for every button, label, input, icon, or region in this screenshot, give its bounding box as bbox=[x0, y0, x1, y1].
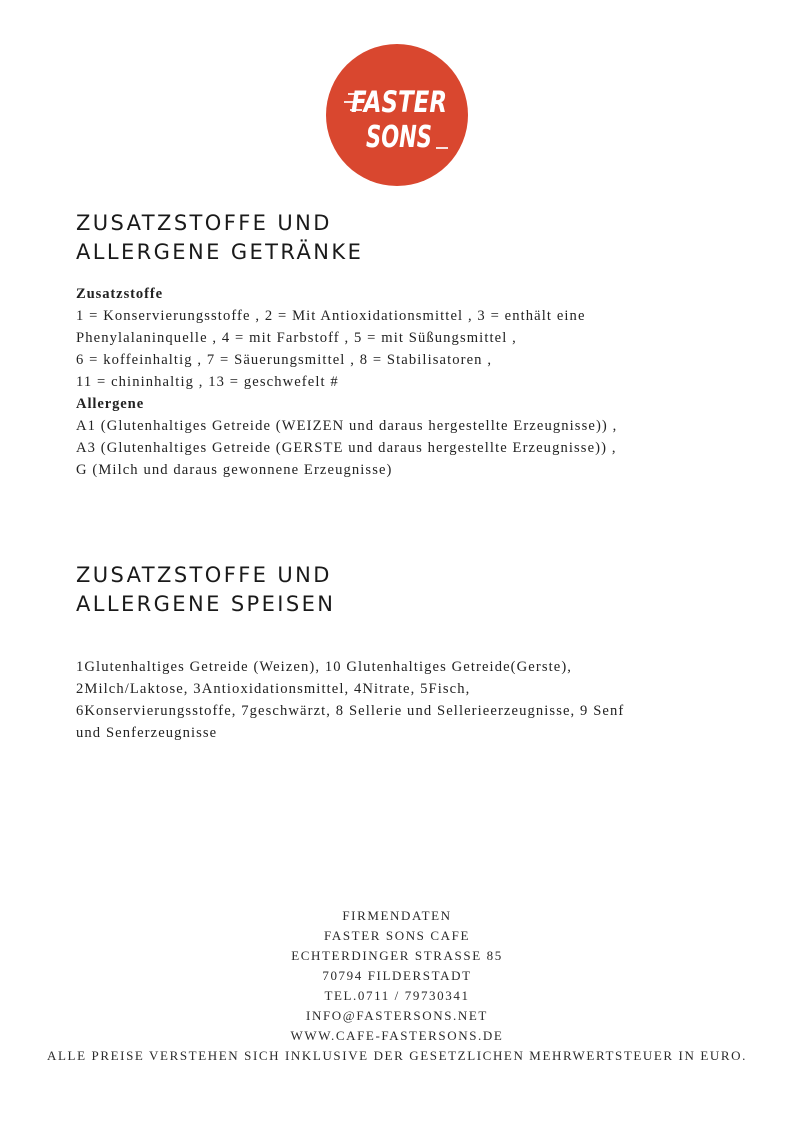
food-line: 6Konservierungsstoffe, 7geschwärzt, 8 Sellerie und Sellerieerzeugnisse, 9 Senf bbox=[76, 703, 625, 719]
footer-website: WWW.CAFE-FASTERSONS.DE bbox=[290, 1028, 504, 1043]
logo-text-line2: SONS bbox=[366, 120, 432, 155]
drinks-additives-allergens bbox=[76, 283, 736, 481]
food-additives-allergens bbox=[76, 656, 736, 744]
additives-title: Zusatzstoffe bbox=[76, 286, 163, 302]
food-line: 1Glutenhaltiges Getreide (Weizen), 10 Glutenhaltiges Getreide(Gerste), bbox=[76, 659, 573, 675]
additives-line: 11 = chininhaltig , 13 = geschwefelt # bbox=[76, 374, 339, 390]
footer-price-note: ALLE PREISE VERSTEHEN SICH INKLUSIVE DER GESETZLICHEN MEHRWERTSTEUER IN EURO. bbox=[47, 1048, 747, 1063]
footer-company-name: FASTER SONS CAFE bbox=[323, 928, 470, 943]
food-line: 2Milch/Laktose, 3Antioxidationsmittel, 4Nitrate, 5Fisch, bbox=[76, 681, 471, 697]
food-heading-line1: ZUSATZSTOFFE UND bbox=[76, 563, 332, 587]
food-heading bbox=[76, 561, 335, 619]
drinks-heading bbox=[76, 209, 363, 267]
footer-phone: TEL.0711 / 79730341 bbox=[324, 988, 470, 1003]
footer-email: INFO@FASTERSONS.NET bbox=[306, 1008, 488, 1023]
allergens-line: A3 (Glutenhaltiges Getreide (GERSTE und daraus hergestellte Erzeugnisse)) , bbox=[76, 440, 617, 456]
logo-text-line1: FASTER bbox=[351, 85, 447, 119]
footer-street: ECHTERDINGER STRASSE 85 bbox=[291, 948, 503, 963]
faster-sons-logo bbox=[326, 44, 468, 186]
drinks-heading-line1: ZUSATZSTOFFE UND bbox=[76, 211, 332, 235]
footer-title: FIRMENDATEN bbox=[342, 908, 452, 923]
allergens-line: G (Milch und daraus gewonnene Erzeugnisse) bbox=[76, 462, 393, 478]
allergens-title: Allergene bbox=[76, 396, 145, 412]
food-line: und Senferzeugnisse bbox=[76, 725, 218, 741]
additives-line: 1 = Konservierungsstoffe , 2 = Mit Antioxidationsmittel , 3 = enthält eine bbox=[76, 308, 586, 324]
additives-line: 6 = koffeinhaltig , 7 = Säuerungsmittel , 8 = Stabilisatoren , bbox=[76, 352, 493, 368]
allergens-line: A1 (Glutenhaltiges Getreide (WEIZEN und daraus hergestellte Erzeugnisse)) , bbox=[76, 418, 618, 434]
company-footer bbox=[0, 906, 794, 1066]
additives-line: Phenylalaninquelle , 4 = mit Farbstoff , 5 = mit Süßungsmittel , bbox=[76, 330, 517, 346]
footer-city: 70794 FILDERSTADT bbox=[322, 968, 472, 983]
drinks-heading-line2: ALLERGENE GETRÄNKE bbox=[76, 240, 364, 264]
food-heading-line2: ALLERGENE SPEISEN bbox=[76, 592, 336, 616]
